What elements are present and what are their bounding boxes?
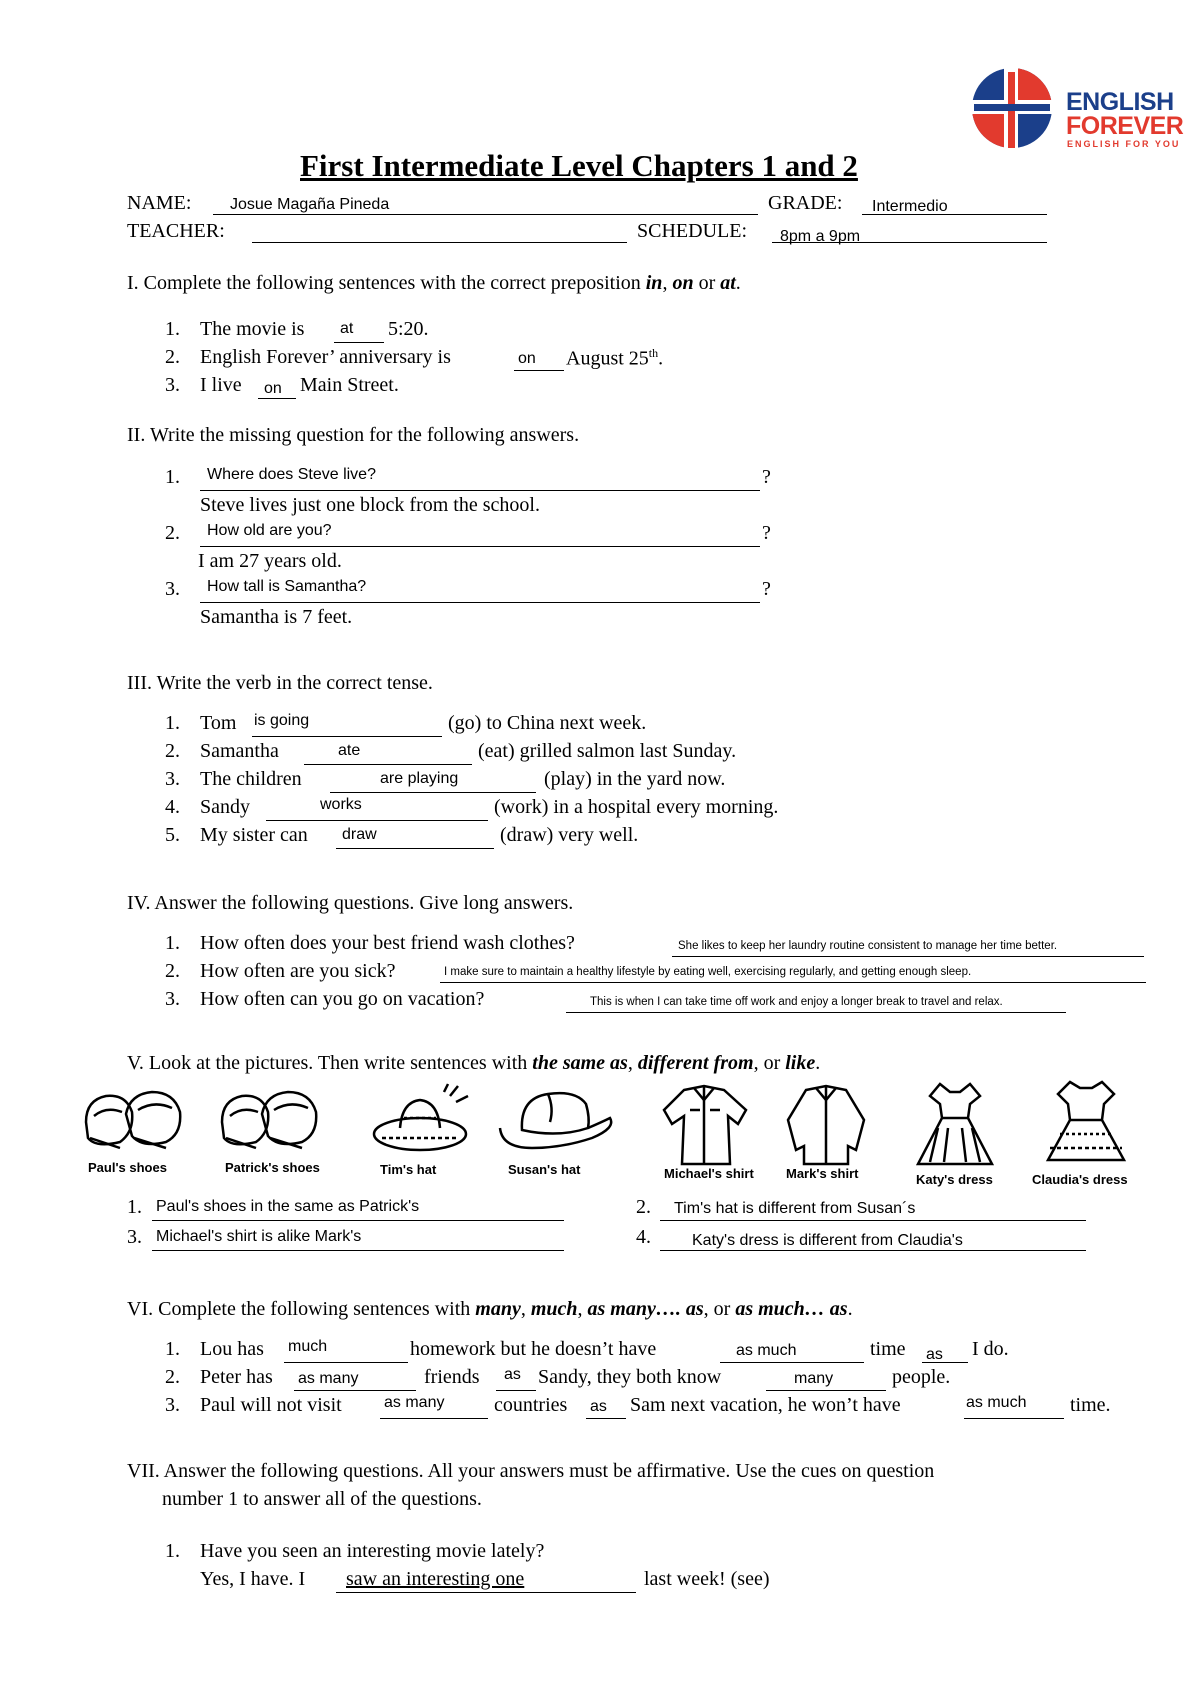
s7-item-1-q: Have you seen an interesting movie lately? — [200, 1540, 545, 1562]
s3-item-1-num: 1. — [165, 712, 180, 734]
s6-item-3-blank-2[interactable] — [586, 1418, 626, 1419]
s6-item-1-blank-1[interactable] — [284, 1362, 408, 1363]
s3-item-4-blank[interactable] — [266, 820, 488, 821]
s4-item-2-num: 2. — [165, 960, 180, 982]
katys-dress-icon — [910, 1078, 1000, 1172]
s2-item-1-num: 1. — [165, 466, 180, 488]
s6-item-1-b: homework but he doesn’t have — [410, 1338, 657, 1360]
s3-item-2-answer: ate — [338, 742, 361, 759]
s2-item-2-q: ? — [762, 522, 771, 544]
s1-item-3-text: I live — [200, 374, 242, 396]
s4-item-3-num: 3. — [165, 988, 180, 1010]
s2-item-2-given: I am 27 years old. — [198, 550, 342, 572]
s2-item-2-num: 2. — [165, 522, 180, 544]
s7-item-1-post: last week! (see) — [644, 1568, 770, 1590]
s5-answer-4-blank[interactable] — [660, 1250, 1086, 1251]
caption-marks-shirt: Mark's shirt — [786, 1166, 859, 1181]
grade-label: GRADE: — [768, 192, 843, 214]
s5-answer-3-num: 3. — [127, 1226, 142, 1248]
s6-item-3-blank-3[interactable] — [964, 1418, 1064, 1419]
s2-item-3-q: ? — [762, 578, 771, 600]
logo-tagline: ENGLISH FOR YOU — [1067, 139, 1181, 149]
s1-item-3-num: 3. — [165, 374, 180, 396]
s2-item-2-answer: How old are you? — [207, 522, 332, 539]
s3-item-3-text: The children — [200, 768, 302, 790]
s3-item-1-post: (go) to China next week. — [448, 712, 647, 734]
s5-answer-4-num: 4. — [636, 1226, 651, 1248]
teacher-field[interactable] — [252, 242, 627, 243]
s6-item-2-blank-3[interactable] — [766, 1390, 886, 1391]
s2-item-3-blank[interactable] — [200, 602, 760, 603]
michaels-shirt-icon — [654, 1080, 764, 1170]
s5-answer-2-num: 2. — [636, 1196, 651, 1218]
s3-item-2-post: (eat) grilled salmon last Sunday. — [478, 740, 737, 762]
s4-item-1-num: 1. — [165, 932, 180, 954]
s1-item-3-answer: on — [264, 380, 282, 397]
claudias-dress-icon — [1036, 1076, 1136, 1170]
susans-hat-icon — [492, 1082, 622, 1162]
s3-item-3-answer: are playing — [380, 770, 459, 787]
caption-michaels-shirt: Michael's shirt — [664, 1166, 754, 1181]
section-3-heading: III. Write the verb in the correct tense. — [127, 672, 433, 694]
logo-line2: FOREVER — [1066, 112, 1184, 140]
s1-item-2-blank[interactable] — [514, 370, 564, 371]
s2-item-1-q: ? — [762, 466, 771, 488]
s7-item-1-num: 1. — [165, 1540, 180, 1562]
s1-item-3-blank[interactable] — [258, 398, 296, 399]
s1-item-2-num: 2. — [165, 346, 180, 368]
name-field[interactable] — [213, 214, 758, 215]
s6-item-1-d: I do. — [972, 1338, 1009, 1360]
s4-item-3-q: How often can you go on vacation? — [200, 988, 485, 1010]
s6-item-2-a: Peter has — [200, 1366, 273, 1388]
s6-item-3-num: 3. — [165, 1394, 180, 1416]
s5-answer-1-text: Paul's shoes in the same as Patrick's — [156, 1198, 420, 1215]
caption-pauls-shoes: Paul's shoes — [88, 1160, 167, 1175]
s3-item-3-num: 3. — [165, 768, 180, 790]
s3-item-5-post: (draw) very well. — [500, 824, 639, 846]
s2-item-1-blank[interactable] — [200, 490, 760, 491]
s2-item-3-answer: How tall is Samantha? — [207, 578, 367, 595]
tims-hat-icon — [370, 1082, 480, 1162]
marks-shirt-icon — [776, 1080, 876, 1170]
s3-item-4-post: (work) in a hospital every morning. — [494, 796, 779, 818]
s2-item-2-blank[interactable] — [200, 546, 760, 547]
s6-item-3-answer-1: as many — [384, 1394, 445, 1411]
s6-item-1-c: time — [870, 1338, 906, 1360]
name-value: Josue Magaña Pineda — [230, 196, 390, 213]
caption-susans-hat: Susan's hat — [508, 1162, 581, 1177]
s6-item-3-c: Sam next vacation, he won’t have — [630, 1394, 901, 1416]
s7-item-1-answer: saw an interesting one — [346, 1568, 525, 1590]
s7-item-1-pre: Yes, I have. I — [200, 1568, 306, 1590]
s3-item-1-blank[interactable] — [252, 736, 442, 737]
s6-item-2-num: 2. — [165, 1366, 180, 1388]
s3-item-5-num: 5. — [165, 824, 180, 846]
s7-item-1-blank[interactable] — [336, 1592, 636, 1593]
section-4-heading: IV. Answer the following questions. Give long answers. — [127, 892, 574, 914]
patricks-shoes-icon — [212, 1082, 332, 1162]
page-title: First Intermediate Level Chapters 1 and 2 — [300, 148, 858, 183]
s6-item-3-blank-1[interactable] — [380, 1418, 488, 1419]
schedule-value: 8pm a 9pm — [780, 228, 861, 245]
s3-item-4-answer: works — [320, 796, 362, 813]
caption-claudias-dress: Claudia's dress — [1032, 1172, 1128, 1187]
s2-item-3-given: Samantha is 7 feet. — [200, 606, 353, 628]
s1-item-1-text: The movie is — [200, 318, 305, 340]
section-2-heading: II. Write the missing question for the following answers. — [127, 424, 580, 446]
section-1-heading: I. Complete the following sentences with the correct preposition in, on or at. — [127, 272, 741, 294]
grade-value: Intermedio — [872, 198, 948, 215]
s5-answer-2-blank[interactable] — [660, 1220, 1086, 1221]
s2-item-1-given: Steve lives just one block from the school. — [200, 494, 540, 516]
s5-answer-3-text: Michael's shirt is alike Mark's — [156, 1228, 362, 1245]
s3-item-4-text: Sandy — [200, 796, 250, 818]
s2-item-1-answer: Where does Steve live? — [207, 466, 376, 483]
section-5-heading: V. Look at the pictures. Then write sentences with the same as, different from, or like. — [127, 1052, 821, 1074]
s3-item-2-num: 2. — [165, 740, 180, 762]
s4-item-2-blank[interactable] — [440, 982, 1146, 983]
s4-item-3-answer: This is when I can take time off work and enjoy a longer break to travel and relax. — [590, 996, 1003, 1008]
s1-item-2-text: English Forever’ anniversary is — [200, 346, 451, 368]
s6-item-1-a: Lou has — [200, 1338, 264, 1360]
s3-item-5-text: My sister can — [200, 824, 308, 846]
s1-item-3-post: Main Street. — [300, 374, 399, 396]
s6-item-2-answer-1: as many — [298, 1370, 359, 1387]
s3-item-3-post: (play) in the yard now. — [544, 768, 726, 790]
s1-item-1-post: 5:20. — [388, 318, 429, 340]
s6-item-2-b: friends — [424, 1366, 480, 1388]
pauls-shoes-icon — [76, 1082, 196, 1162]
s5-answer-2-text: Tim's hat is different from Susan´s — [674, 1200, 916, 1217]
s6-item-1-blank-2[interactable] — [720, 1362, 864, 1363]
logo-line1: ENGLISH — [1066, 88, 1174, 116]
s6-item-3-answer-3: as much — [966, 1394, 1027, 1411]
s5-answer-4-text: Katy's dress is different from Claudia's — [692, 1232, 963, 1249]
teacher-label: TEACHER: — [127, 220, 225, 242]
s3-item-5-blank[interactable] — [336, 848, 494, 849]
s4-item-1-q: How often does your best friend wash clothes? — [200, 932, 575, 954]
s6-item-2-d: people. — [892, 1366, 951, 1388]
logo — [968, 64, 1188, 156]
s6-item-2-c: Sandy, they both know — [538, 1366, 722, 1388]
s6-item-1-answer-1: much — [288, 1338, 328, 1355]
s6-item-2-answer-2: as — [504, 1366, 521, 1383]
s1-item-1-answer: at — [340, 320, 354, 337]
s4-item-3-blank[interactable] — [566, 1012, 1066, 1013]
caption-tims-hat: Tim's hat — [380, 1162, 437, 1177]
s3-item-3-blank[interactable] — [330, 792, 536, 793]
section-7-heading-line-1: VII. Answer the following questions. All your answers must be affirmative. Use the cues on question — [127, 1460, 935, 1482]
s1-item-1-num: 1. — [165, 318, 180, 340]
section-6-heading: VI. Complete the following sentences with many, much, as many…. as, or as much… as. — [127, 1298, 853, 1320]
s5-answer-1-blank[interactable] — [152, 1220, 564, 1221]
section-7-heading-line-2: number 1 to answer all of the questions. — [162, 1488, 482, 1510]
s4-item-1-answer: She likes to keep her laundry routine consistent to manage her time better. — [678, 940, 1058, 952]
s3-item-2-blank[interactable] — [304, 764, 472, 765]
s5-answer-3-blank[interactable] — [152, 1250, 564, 1251]
s6-item-3-b: countries — [494, 1394, 568, 1416]
s3-item-4-num: 4. — [165, 796, 180, 818]
s6-item-3-answer-2: as — [590, 1398, 607, 1415]
s1-item-1-blank[interactable] — [334, 342, 384, 343]
schedule-label: SCHEDULE: — [637, 220, 747, 242]
s1-item-2-answer: on — [518, 350, 536, 367]
s4-item-2-q: How often are you sick? — [200, 960, 396, 982]
s6-item-1-num: 1. — [165, 1338, 180, 1360]
s3-item-1-text: Tom — [200, 712, 237, 734]
s6-item-3-a: Paul will not visit — [200, 1394, 342, 1416]
s4-item-2-answer: I make sure to maintain a healthy lifestyle by eating well, exercising regularly, and getting enough sleep. — [444, 966, 972, 978]
s6-item-1-answer-2: as much — [736, 1342, 797, 1359]
s1-item-2-post: August 25th. — [566, 346, 664, 370]
s6-item-3-d: time. — [1070, 1394, 1111, 1416]
name-label: NAME: — [127, 192, 192, 214]
s3-item-2-text: Samantha — [200, 740, 279, 762]
s6-item-1-answer-3: as — [926, 1346, 943, 1363]
s2-item-3-num: 3. — [165, 578, 180, 600]
s5-answer-1-num: 1. — [127, 1196, 142, 1218]
s6-item-2-blank-1[interactable] — [294, 1390, 416, 1391]
caption-katys-dress: Katy's dress — [916, 1172, 993, 1187]
s6-item-2-answer-3: many — [794, 1370, 834, 1387]
s3-item-5-answer: draw — [342, 826, 377, 843]
caption-patricks-shoes: Patrick's shoes — [225, 1160, 320, 1175]
english-forever-logo-icon — [968, 64, 1068, 154]
s6-item-2-blank-2[interactable] — [496, 1390, 536, 1391]
s4-item-1-blank[interactable] — [672, 956, 1144, 957]
s3-item-1-answer: is going — [254, 712, 310, 729]
